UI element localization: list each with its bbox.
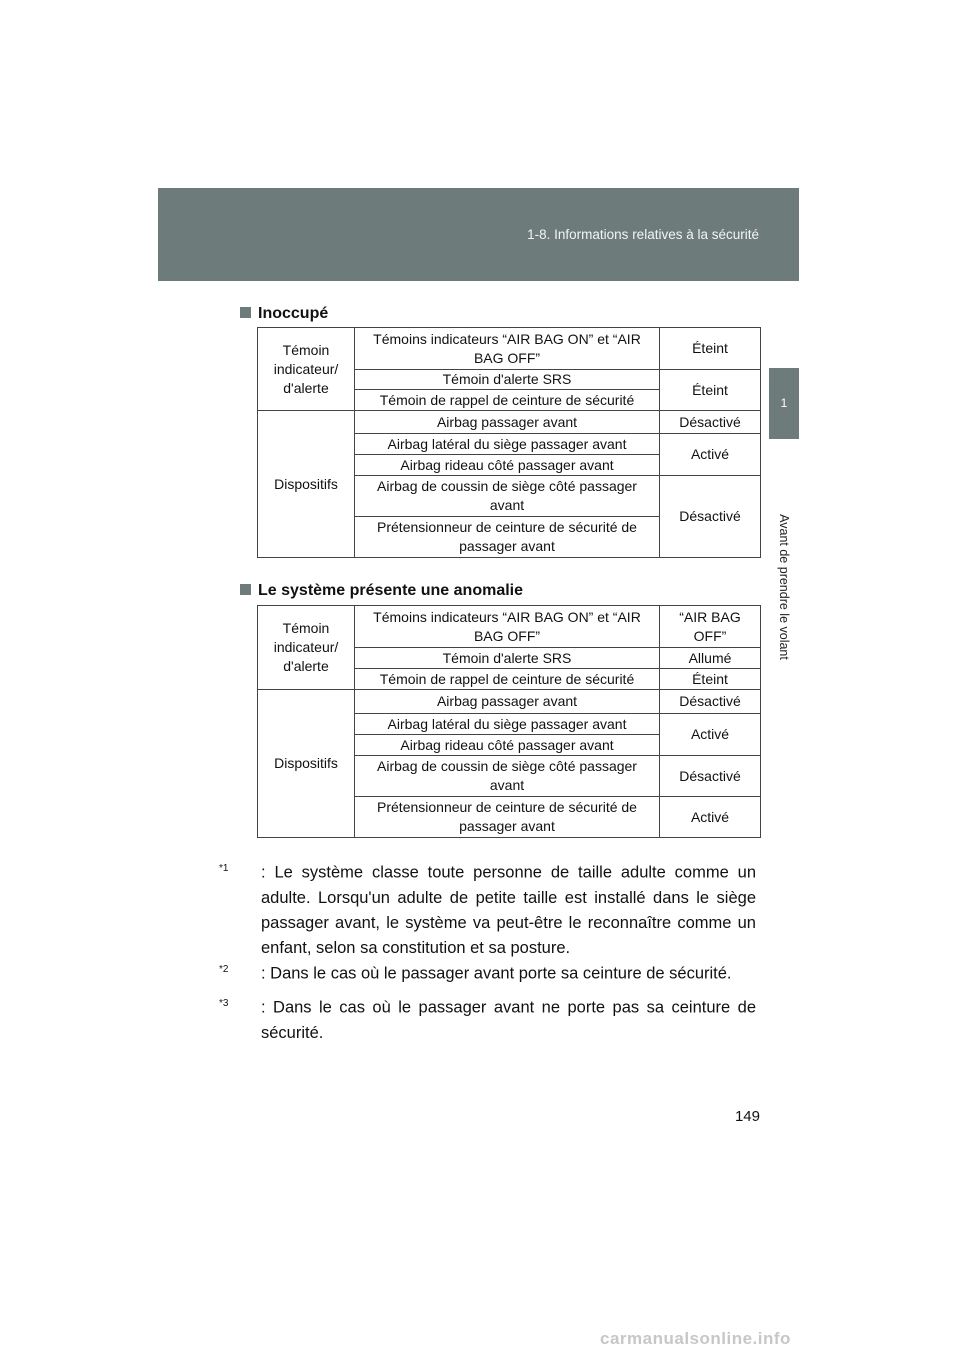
table-cell: Airbag passager avant	[355, 411, 660, 434]
table-cell: Éteint	[660, 328, 761, 370]
table-cell: Activé	[660, 434, 761, 476]
table-cell: Désactivé	[660, 411, 761, 434]
devices-header-cell: Dispositifs	[258, 690, 355, 838]
table-cell: Témoins indicateurs “AIR BAG ON” et “AIR BAG OFF”	[355, 606, 660, 648]
table-cell: Airbag latéral du siège passager avant	[355, 434, 660, 455]
chapter-header-band	[158, 188, 799, 281]
table-cell: Désactivé	[660, 756, 761, 797]
table-cell: Airbag latéral du siège passager avant	[355, 714, 660, 735]
status-table-inoccupe	[257, 327, 761, 558]
footnote-3: $^{*3}$ : Dans le cas où le passager avant ne porte pas sa ceinture de sécurité.	[219, 998, 756, 1042]
chapter-tab: 1	[769, 368, 799, 439]
indicator-header-cell: Témoin indicateur/ d'alerte	[258, 606, 355, 690]
footnote-2: $^{*2}$ : Dans le cas où le passager avant porte sa ceinture de sécurité.	[219, 964, 732, 983]
table-cell: Témoin d'alerte SRS	[355, 648, 660, 669]
page-number: 149	[734, 1108, 760, 1125]
watermark: carmanualsonline.info	[600, 1329, 791, 1348]
table-cell: Désactivé	[660, 690, 761, 714]
square-bullet-icon	[240, 307, 251, 318]
table-cell: Témoin de rappel de ceinture de sécurité	[355, 390, 660, 411]
square-bullet-icon	[240, 584, 251, 595]
status-table-anomalie	[257, 605, 761, 838]
table-cell: “AIR BAG OFF”	[660, 606, 761, 648]
table-cell: Activé	[660, 714, 761, 756]
table-cell: Désactivé	[660, 476, 761, 558]
section-heading-anomalie: Le système présente une anomalie	[240, 582, 523, 600]
footnote-1: $^{*1}$ : Le système classe toute personne de taille adulte comme un adulte. Lorsqu'un adulte de petite taille est installé dans le siège passager avant, le système va peut-être le reconnaître comme un enfant, selon sa constitution et sa posture.	[219, 863, 756, 957]
section-heading-inoccupe: Inoccupé	[240, 305, 328, 323]
table-cell: Airbag de coussin de siège côté passager avant	[355, 476, 660, 517]
table-cell: Témoin d'alerte SRS	[355, 370, 660, 390]
table-cell: Prétensionneur de ceinture de sécurité de passager avant	[355, 517, 660, 558]
table-cell: Témoins indicateurs “AIR BAG ON” et “AIR BAG OFF”	[355, 328, 660, 370]
section-title: 1-8. Informations relatives à la sécurité	[527, 227, 759, 242]
table-cell: Allumé	[660, 648, 761, 669]
table-cell: Témoin de rappel de ceinture de sécurité	[355, 669, 660, 690]
table-cell: Airbag de coussin de siège côté passager avant	[355, 756, 660, 797]
table-cell: Activé	[660, 797, 761, 838]
devices-header-cell: Dispositifs	[258, 411, 355, 558]
indicator-header-cell: Témoin indicateur/ d'alerte	[258, 328, 355, 411]
table-cell: Prétensionneur de ceinture de sécurité de passager avant	[355, 797, 660, 838]
table-cell: Airbag rideau côté passager avant	[355, 735, 660, 756]
table-cell: Éteint	[660, 669, 761, 690]
table-cell: Éteint	[660, 370, 761, 411]
chapter-side-label: Avant de prendre le volant	[777, 514, 791, 660]
table-cell: Airbag rideau côté passager avant	[355, 455, 660, 476]
table-cell: Airbag passager avant	[355, 690, 660, 714]
